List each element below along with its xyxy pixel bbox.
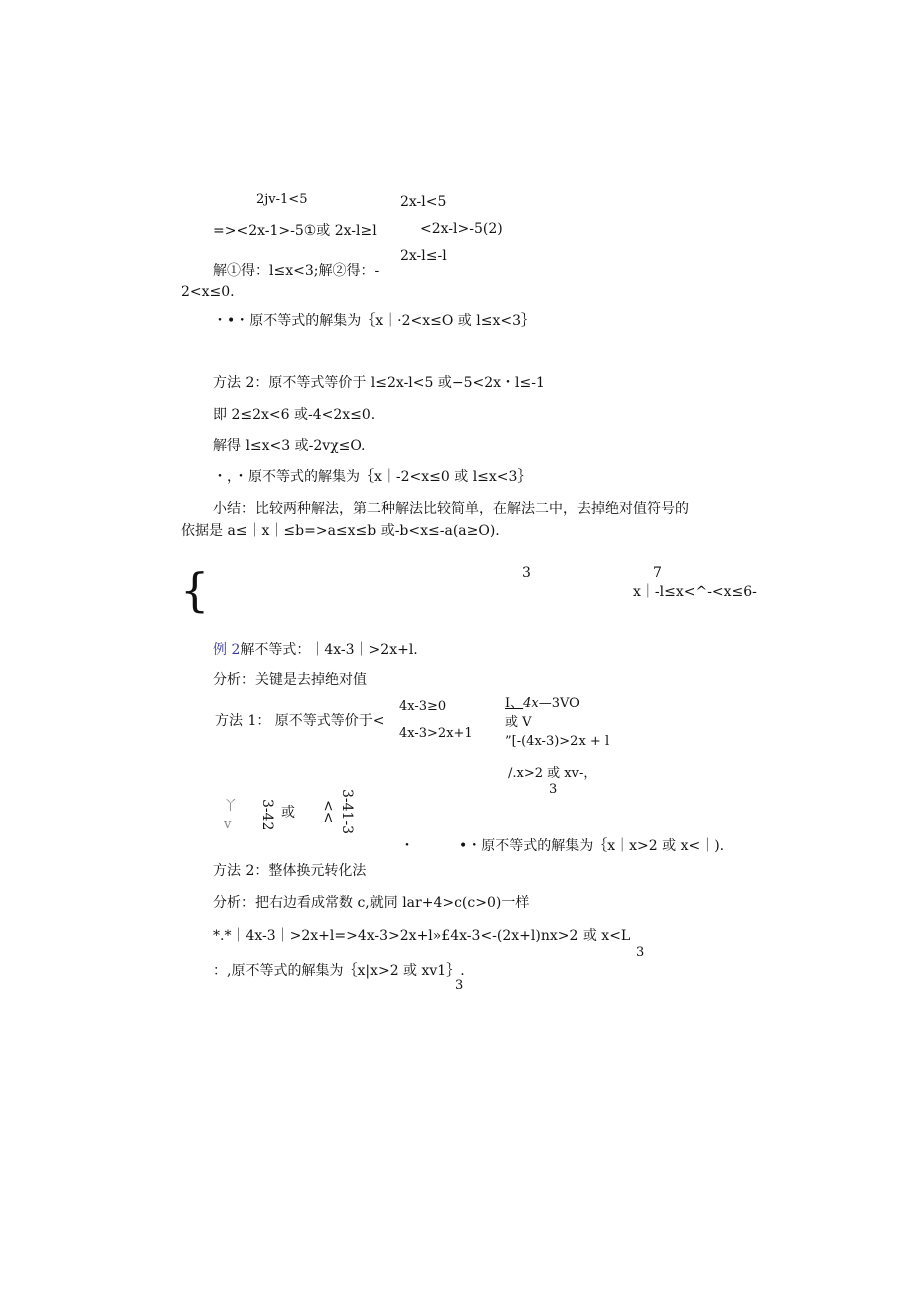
method2b-chain-denominator: 3 <box>636 945 645 960</box>
solution-set-1: ・•・原不等式的解集为｛x｜·2<x≤O 或 l≤x<3｝ <box>213 313 535 329</box>
example2-analysis: 分析：关键是去掉绝对值 <box>213 672 367 688</box>
fragment-set-expression: x｜-l≤x<^-<x≤6- <box>633 584 757 600</box>
or-word: 或 <box>281 805 295 821</box>
system2-line-a-italic: 4x <box>523 696 539 711</box>
method1-label: 方法 1： 原不等式等价于< <box>215 713 385 729</box>
glyph-top: 丫 <box>224 799 238 814</box>
method2b-analysis: 分析：把右边看成常数 c,就同 lar+4>c(c>0)一样 <box>213 895 530 911</box>
glyph-bottom: v <box>224 817 232 832</box>
example2-title: 解不等式：｜4x-3｜>2x+l. <box>240 642 418 658</box>
method2b-chain: *.*｜4x-3｜>2x+l=>4x-3>2x+l»£4x-3<-(2x+l)nx>2 或 x<L <box>213 928 631 944</box>
system-line-2-left: =><2x-1>-5①或 2x-l≥l <box>213 223 377 239</box>
fragment-numerator-7: 7 <box>653 565 662 581</box>
summary-line-1: 小结：比较两种解法，第二种解法比较简单，在解法二中，去掉绝对值符号的 <box>213 501 689 517</box>
result-denominator: 3 <box>549 782 558 797</box>
example2-heading <box>213 643 418 657</box>
method2-solution-set: ・，・原不等式的解集为｛x｜-2<x≤0 或 l≤x<3｝ <box>213 469 532 485</box>
method2b-solution-denominator: 3 <box>455 978 464 993</box>
method2b-title: 方法 2：整体换元转化法 <box>213 863 367 879</box>
rotated-fraction-1: 3-42 <box>259 799 275 831</box>
system-line-3-right: 2x-l≤-l <box>400 248 447 264</box>
system-line-2-right: <2x-l>-5(2) <box>420 221 503 237</box>
method2-line-2: 即 2≤2x<6 或-4<2x≤0. <box>213 407 376 423</box>
example2-label: 例 2 <box>213 642 241 658</box>
rotated-fraction-2-wrap <box>339 789 399 835</box>
system2-line-a-suffix: —3VO <box>538 696 580 711</box>
solve-steps-line: 解①得：l≤x<3;解②得：- <box>213 263 380 279</box>
big-brace: { <box>180 563 210 617</box>
system2-or: 或 V <box>505 715 532 730</box>
system1-line-a: 4x-3≥0 <box>399 699 447 714</box>
rotated-symbols: << <box>320 800 336 824</box>
result-line: /.x>2 或 xv-， <box>508 766 597 781</box>
summary-line-2: 依据是 a≤｜x｜≤b=>a≤x≤b 或-b<x≤-a(a≥O). <box>181 523 500 539</box>
bullet-dot: ・ <box>400 838 414 854</box>
solve-steps-continuation: 2<x≤0. <box>181 284 235 300</box>
system2-line-a-prefix: I、 <box>505 696 524 711</box>
fragment-numerator-3: 3 <box>522 565 531 581</box>
system-line-1-left: 2jv-1<5 <box>256 192 308 207</box>
method2-line-1: 方法 2：原不等式等价于 l≤2x-l<5 或−5<2x・l≤-1 <box>213 375 545 391</box>
example2-solution-set: •・原不等式的解集为｛x｜x>2 或 x<｜). <box>459 838 725 854</box>
method2-line-3: 解得 l≤x<3 或-2vχ≤O. <box>213 438 366 454</box>
method2b-solution-set: ：,原不等式的解集为｛x|x>2 或 xv1｝. <box>213 963 465 979</box>
system2-line-b: ”[-(4x-3)>2x + l <box>505 734 610 749</box>
rotated-fraction-2: 3-41-3 <box>339 789 355 835</box>
system2-line-a <box>505 697 580 710</box>
system1-line-b: 4x-3>2x+1 <box>399 726 473 741</box>
system-line-1-right: 2x-l<5 <box>400 194 447 210</box>
